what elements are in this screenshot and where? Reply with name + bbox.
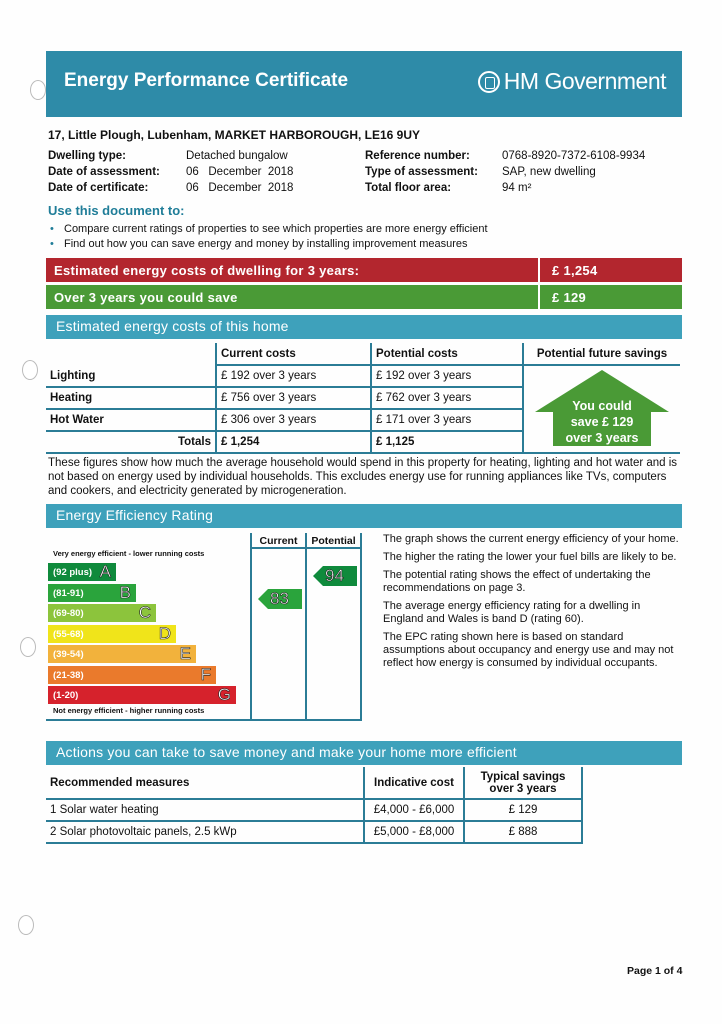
band-range: (92 plus) bbox=[53, 567, 93, 578]
col-typical-savings: Typical savings over 3 years bbox=[464, 767, 582, 799]
explanation-text: The potential rating shows the effect of undertaking the recommendations on page 3. bbox=[383, 569, 651, 594]
punch-hole bbox=[20, 637, 36, 657]
floor-area-label: Total floor area: bbox=[365, 182, 452, 194]
estimated-cost-bar bbox=[46, 258, 682, 282]
row-totals: Totals bbox=[46, 431, 216, 453]
band-letter: G bbox=[217, 685, 231, 704]
measure-solar-pv: 2 Solar photovoltaic panels, 2.5 kWp bbox=[46, 821, 364, 843]
cell-potential: £ 171 over 3 years bbox=[371, 409, 523, 431]
table-row bbox=[46, 821, 582, 843]
dwelling-type-value: Detached bungalow bbox=[186, 150, 288, 162]
savings-line: You could bbox=[572, 399, 632, 413]
use-document-title: Use this document to: bbox=[48, 203, 185, 218]
explanation-text: The EPC rating shown here is based on standard assumptions about occupancy and energy use and may not reflect how energy is consumed by individual occupants. bbox=[383, 631, 674, 669]
recommended-measures-table bbox=[46, 767, 583, 844]
property-address: 17, Little Plough, Lubenham, MARKET HARBOROUGH, LE16 9UY bbox=[48, 128, 421, 142]
punch-hole bbox=[18, 915, 34, 935]
savings-line: over 3 years bbox=[565, 431, 639, 445]
table-row bbox=[46, 799, 582, 821]
scale-top-note: Very energy efficient - lower running costs bbox=[53, 549, 205, 558]
band-letter: A bbox=[99, 562, 111, 581]
section-energy-costs: Estimated energy costs of this home bbox=[46, 315, 682, 339]
cell-potential: £ 192 over 3 years bbox=[371, 365, 523, 387]
cell-cost: £5,000 - £8,000 bbox=[364, 821, 464, 843]
energy-band-c bbox=[48, 604, 156, 622]
band-range: (1-20) bbox=[53, 690, 79, 701]
cell-current: £ 192 over 3 years bbox=[216, 365, 371, 387]
col-indicative-cost: Indicative cost bbox=[364, 767, 464, 799]
scale-bottom-note: Not energy efficient - higher running costs bbox=[53, 706, 205, 715]
measure-solar-water: 1 Solar water heating bbox=[46, 799, 364, 821]
band-letter: C bbox=[138, 603, 151, 622]
col-current-rating: Current bbox=[259, 535, 298, 547]
hm-government-logo bbox=[478, 68, 666, 95]
date-certificate-value: 06 December 2018 bbox=[186, 182, 294, 194]
estimated-cost-label: Estimated energy costs of dwelling for 3 years: bbox=[54, 263, 360, 278]
band-letter: F bbox=[200, 664, 211, 684]
row-hot-water: Hot Water bbox=[46, 409, 216, 431]
efficiency-rating-chart bbox=[46, 533, 366, 721]
page-number: Page 1 of 4 bbox=[627, 965, 683, 977]
energy-band-e bbox=[48, 645, 196, 663]
current-rating-arrow bbox=[258, 589, 302, 609]
floor-area-value: 94 m² bbox=[502, 182, 532, 194]
explanation-text: The graph shows the current energy efficiency of your home. bbox=[383, 533, 679, 545]
energy-band-d bbox=[48, 625, 176, 643]
energy-band-a bbox=[48, 563, 116, 581]
rating-explanation bbox=[383, 533, 681, 675]
cell-total-potential: £ 1,125 bbox=[371, 431, 523, 453]
dwelling-type-label: Dwelling type: bbox=[48, 150, 126, 162]
savings-line: save £ 129 bbox=[570, 415, 634, 429]
current-rating-value: 83 bbox=[270, 588, 289, 608]
assessment-type-label: Type of assessment: bbox=[365, 166, 478, 178]
band-range: (81-91) bbox=[53, 587, 84, 599]
assessment-type-value: SAP, new dwelling bbox=[502, 166, 596, 178]
cell-saving: £ 888 bbox=[464, 821, 582, 843]
row-lighting: Lighting bbox=[46, 365, 216, 387]
punch-hole bbox=[30, 80, 46, 100]
col-future-savings: Potential future savings bbox=[523, 343, 680, 365]
energy-band-g bbox=[48, 686, 236, 704]
col-current-costs: Current costs bbox=[216, 343, 371, 365]
royal-crest-icon bbox=[478, 71, 500, 93]
reference-label: Reference number: bbox=[365, 150, 470, 162]
certificate-header bbox=[46, 51, 682, 117]
cell-potential: £ 762 over 3 years bbox=[371, 387, 523, 409]
use-document-list bbox=[48, 222, 488, 252]
section-actions: Actions you can take to save money and make your home more efficient bbox=[46, 741, 682, 765]
cell-total-current: £ 1,254 bbox=[216, 431, 371, 453]
band-range: (39-54) bbox=[53, 649, 84, 660]
section-efficiency-rating: Energy Efficiency Rating bbox=[46, 504, 682, 528]
punch-hole bbox=[22, 360, 38, 380]
certificate-title: Energy Performance Certificate bbox=[64, 70, 349, 91]
energy-band-f bbox=[48, 666, 216, 684]
explanation-text: The higher the rating the lower your fuel bills are likely to be. bbox=[383, 551, 677, 563]
savings-value: £ 129 bbox=[552, 290, 587, 305]
government-label: HM Government bbox=[503, 68, 666, 94]
band-range: (55-68) bbox=[53, 628, 84, 640]
list-item: • Compare current ratings of properties to see which properties are more energy efficient bbox=[48, 222, 488, 237]
col-recommended-measures: Recommended measures bbox=[46, 767, 364, 799]
savings-message bbox=[535, 398, 669, 446]
potential-rating-value: 94 bbox=[325, 566, 344, 585]
explanation-text: The average energy efficiency rating for a dwelling in England and Wales is band D (rating 60). bbox=[383, 600, 641, 625]
band-letter: B bbox=[119, 582, 131, 602]
band-letter: E bbox=[179, 644, 191, 663]
energy-band-b bbox=[48, 584, 136, 602]
cell-current: £ 756 over 3 years bbox=[216, 387, 371, 409]
date-assessment-label: Date of assessment: bbox=[48, 166, 160, 178]
costs-explanation: These figures show how much the average household would spend in this property for heating, lighting and hot water and is not based on energy used by individual households. This excludes energy use for running appliances like TVs, computers and cookers, and electricity generated by microgeneration. bbox=[48, 457, 678, 497]
savings-bar bbox=[46, 285, 682, 309]
date-assessment-value: 06 December 2018 bbox=[186, 166, 294, 178]
date-certificate-label: Date of certificate: bbox=[48, 182, 149, 194]
col-potential-costs: Potential costs bbox=[371, 343, 523, 365]
potential-rating-arrow bbox=[313, 566, 357, 586]
cell-saving: £ 129 bbox=[464, 799, 582, 821]
band-range: (69-80) bbox=[53, 608, 84, 619]
cell-current: £ 306 over 3 years bbox=[216, 409, 371, 431]
estimated-cost-value: £ 1,254 bbox=[552, 263, 598, 278]
savings-label: Over 3 years you could save bbox=[54, 290, 238, 305]
band-range: (21-38) bbox=[53, 669, 84, 681]
row-heating: Heating bbox=[46, 387, 216, 409]
col-potential-rating: Potential bbox=[311, 535, 356, 547]
band-letter: D bbox=[158, 623, 171, 643]
list-item: • Find out how you can save energy and money by installing improvement measures bbox=[48, 237, 488, 252]
reference-value: 0768-8920-7372-6108-9934 bbox=[502, 150, 646, 162]
cell-cost: £4,000 - £6,000 bbox=[364, 799, 464, 821]
potential-savings-house bbox=[535, 370, 669, 446]
